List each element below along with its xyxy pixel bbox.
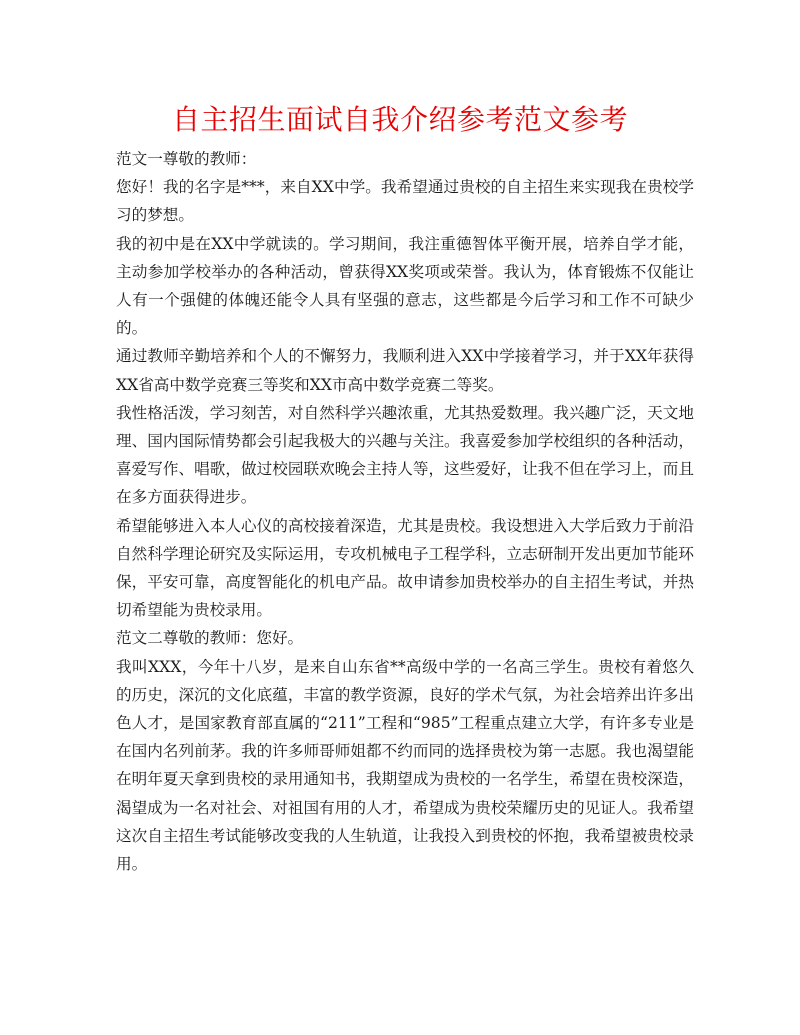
document-body: [116, 145, 694, 878]
document-title: 自主招生面试自我介绍参考范文参考: [171, 103, 628, 136]
paragraph-salutation-2: 范文二尊敬的教师：您好。: [116, 629, 304, 648]
paragraph-awards: 通过教师辛勤培养和个人的不懈努力，我顺利进入XX中学接着学习，并于XX年获得XX省高中数学竞赛三等奖和XX市高中数学竞赛二等奖。: [116, 347, 694, 394]
paragraph-junior-high: 我的初中是在XX中学就读的。学习期间，我注重德智体平衡开展，培养自学才能，主动参加学校举办的各种活动，曾获得XX奖项或荣誉。我认为，体育锻炼不仅能让人有一个强健的体魄还能令人具有坚强的意志，这些都是今后学习和工作不可缺少的。: [116, 234, 694, 338]
paragraph-aspiration: 希望能够进入本人心仪的高校接着深造，尤其是贵校。我设想进入大学后致力于前沿自然科学理论研究及实际运用，专攻机械电子工程学科，立志研制开发出更加节能环保，平安可靠，高度智能化的机电产品。故申请参加贵校举办的自主招生考试，并热切希望能为贵校录用。: [116, 516, 694, 620]
paragraph-salutation-1: 范文一尊敬的教师：: [116, 150, 257, 168]
paragraph-sample-two: 我叫XXX，今年十八岁，是来自山东省**高级中学的一名高三学生。贵校有着悠久的历史，深沉的文化底蕴，丰富的教学资源，良好的学术气氛，为社会培养出许多出色人才，是国家教育部直属的“211”工程和“985”工程重点建立大学，有许多专业是在国内名列前茅。我的许多师哥师姐都不约而同的选择贵校为第一志愿。我也渴望能在明年夏天拿到贵校的录用通知书，我期望成为贵校的一名学生，希望在贵校深造，渴望成为一名对社会、对祖国有用的人才，希望成为贵校荣耀历史的见证人。我希望这次自主招生考试能够改变我的人生轨道，让我投入到贵校的怀抱，我希望被贵校录用。: [116, 657, 694, 874]
paragraph-personality: 我性格活泼，学习刻苦，对自然科学兴趣浓重，尤其热爱数理。我兴趣广泛，天文地理、国内国际情势都会引起我极大的兴趣与关注。我喜爱参加学校组织的各种活动，喜爱写作、唱歌，做过校园联欢晚会主持人等，这些爱好，让我不但在学习上，而且在多方面获得进步。: [116, 403, 694, 507]
paragraph-intro: 您好！我的名字是***，来自XX中学。我希望通过贵校的自主招生来实现我在贵校学习的梦想。: [116, 178, 694, 225]
